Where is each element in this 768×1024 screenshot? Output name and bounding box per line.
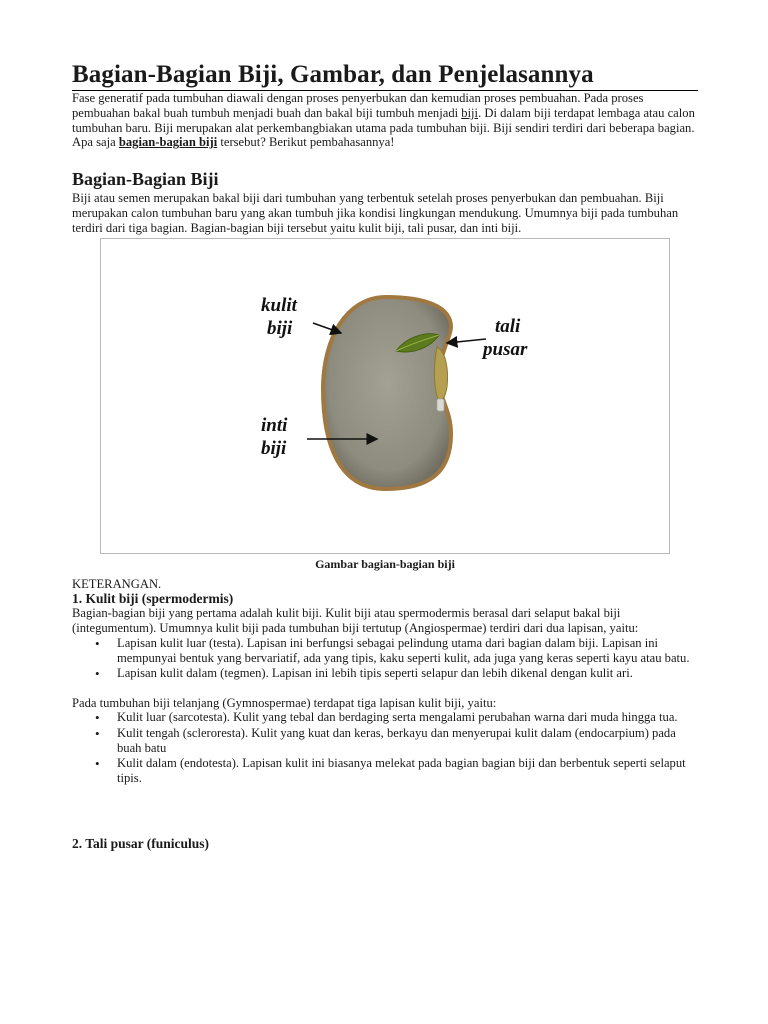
link-bagian-bagian-biji[interactable]: bagian-bagian biji xyxy=(118,135,218,150)
intro-text-middle: . Di dalam biji terdapat lembaga atau calon tumbuhan baru. Biji merupakan alat perkembangbiakan utama pada tumbuhan biji. Biji sendiri terdiri dari beberapa bagian. Apa saja xyxy=(72,105,695,150)
label-inti-line1: inti xyxy=(261,414,288,436)
arrow-tali-pusar xyxy=(447,339,486,343)
label-tali-line1: tali xyxy=(495,315,521,337)
label-kulit-line1: kulit xyxy=(261,294,297,316)
list-item: • Lapisan kulit luar (testa). Lapisan ini berfungsi sebagai pelindung utama dari bagian dalam biji. Lapisan ini mempunyai bentuk yang bervariatif, ada yang tipis, kaku seperti kulit, ada juga yang keras seperti kayu atau batu. xyxy=(117,636,698,666)
seed-diagram xyxy=(101,239,669,553)
label-inti-line2: biji xyxy=(261,437,287,459)
section-heading-bagian-biji: Bagian-Bagian Biji xyxy=(72,169,219,190)
gymno-intro: Pada tumbuhan biji telanjang (Gymnospermae) terdapat tiga lapisan kulit biji, yaitu: xyxy=(72,695,497,710)
list-item: • Kulit tengah (scleroresta). Kulit yang kuat dan keras, berkayu dan menyerupai kulit dalam (endocarpium) pada buah batu xyxy=(117,726,698,756)
figure-caption: Gambar bagian-bagian biji xyxy=(315,556,455,571)
link-biji[interactable]: biji xyxy=(461,105,479,120)
intro-text: Fase generatif pada tumbuhan diawali dengan proses penyerbukan dan kemudian proses pembuahan. Pada proses pembuahan bakal buah tumbuh menjadi buah dan bakal biji tumbuh menjadi xyxy=(72,91,644,120)
label-tali-line2: pusar xyxy=(483,338,528,360)
angiosperm-list xyxy=(72,636,698,682)
intro-text-end: tersebut? Berikut pembahasannya! xyxy=(217,135,395,150)
part1-heading: 1. Kulit biji (spermodermis) xyxy=(72,591,234,607)
gymnosperm-list xyxy=(72,710,698,786)
funiculus-tip xyxy=(437,399,444,411)
seed-figure xyxy=(100,238,670,554)
part2-heading: 2. Tali pusar (funiculus) xyxy=(72,836,210,852)
list-item: • Lapisan kulit dalam (tegmen). Lapisan ini lebih tipis seperti selapur dan lebih dikenal dengan kulit ari. xyxy=(117,666,698,681)
part1-paragraph: Bagian-bagian biji yang pertama adalah kulit biji. Kulit biji atau spermodermis berasal dari selaput bakal biji (integumentum). Umumnya kulit biji pada tumbuhan biji tertutup (Angiospermae) terdiri dari dua lapisan, yaitu: xyxy=(72,606,639,636)
page-title: Bagian-Bagian Biji, Gambar, dan Penjelasannya xyxy=(72,60,698,91)
list-item: • Kulit luar (sarcotesta). Kulit yang tebal dan berdaging serta mengalami perubahan warna dari muda hingga tua. xyxy=(117,710,698,725)
section1-paragraph: Biji atau semen merupakan bakal biji dari tumbuhan yang terbentuk setelah proses penyerbukan dan pembuahan. Biji merupakan calon tumbuhan baru yang akan tumbuh jika kondisi lingkungan mendukung. Umumnya biji pada tumbuhan terdiri dari tiga bagian. Bagian-bagian biji tersebut yaitu kulit biji, tali pusar, dan inti biji. xyxy=(72,191,679,235)
document-page xyxy=(72,60,698,851)
list-item: • Kulit dalam (endotesta). Lapisan kulit ini biasanya melekat pada bagian bagian biji dan berbentuk seperti selaput tipis. xyxy=(117,756,698,786)
keterangan-label: KETERANGAN. xyxy=(72,576,162,591)
intro-paragraph xyxy=(72,91,698,150)
seed-body xyxy=(323,297,451,489)
funiculus-shape xyxy=(434,347,447,401)
label-kulit-line2: biji xyxy=(267,317,293,339)
